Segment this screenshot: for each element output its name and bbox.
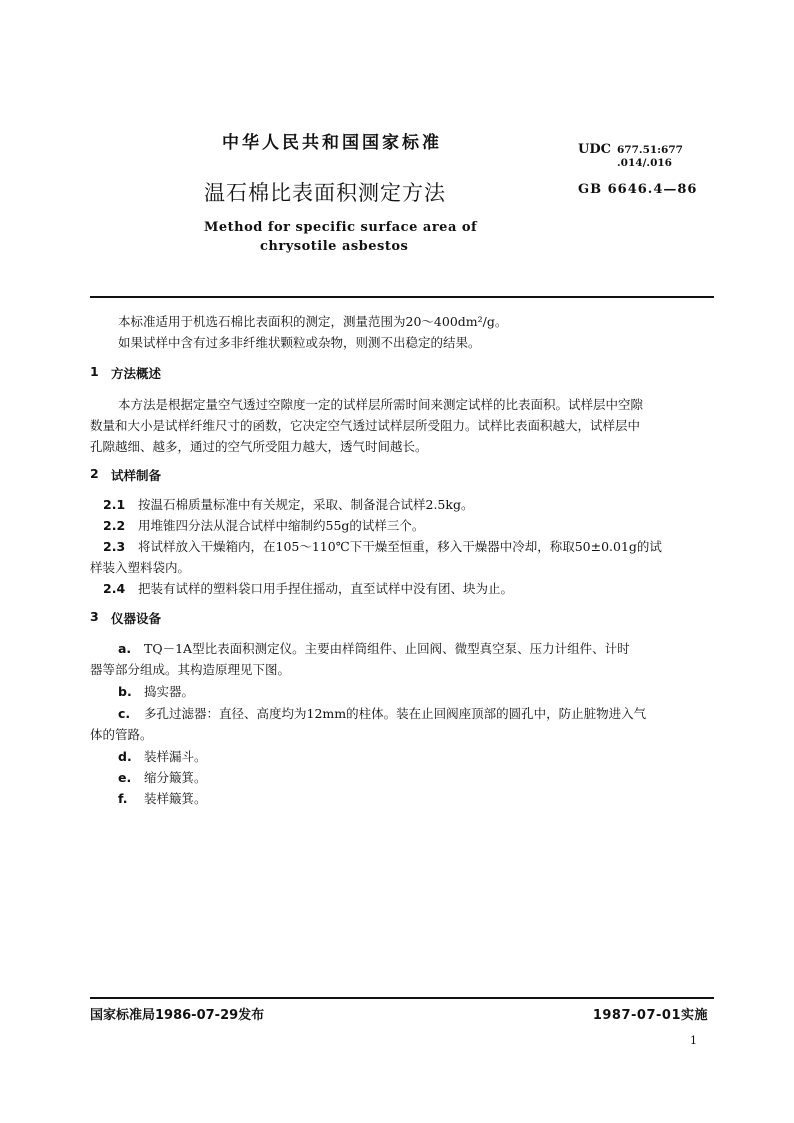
clause-2-2-number: 2.2 <box>103 518 126 533</box>
item-b-label: b. <box>118 684 132 699</box>
section-1-paragraph-line1: 本方法是根据定量空气透过空隙度一定的试样层所需时间来测定试样的比表面积。试样层中空隙 <box>118 397 644 412</box>
item-d-text: 装样漏斗。 <box>144 749 207 764</box>
clause-2-2-text: 用堆锥四分法从混合试样中缩制约55g的试样三个。 <box>138 518 425 533</box>
document-title-cn: 温石棉比表面积测定方法 <box>204 181 446 205</box>
clause-2-3-number: 2.3 <box>103 539 126 554</box>
document-title-en-line2: chrysotile asbestos <box>260 239 409 254</box>
header-divider <box>90 296 714 298</box>
issued-date: 国家标准局1986-07-29发布 <box>90 1008 265 1023</box>
udc-code-line2: .014/.016 <box>617 157 672 169</box>
item-c-text: 多孔过滤器：直径、高度均为12mm的柱体。装在止回阀座顶部的圆孔中，防止脏物进入气 <box>144 706 647 721</box>
section-1-paragraph-line3: 孔隙越细、越多，通过的空气所受阻力越大，透气时间越长。 <box>90 439 428 454</box>
item-c-label: c. <box>118 706 131 721</box>
item-e-label: e. <box>118 770 132 785</box>
udc-code-line1: 677.51:677 <box>617 144 683 156</box>
section-1-number: 1 <box>90 364 99 379</box>
clause-2-3-continuation: 样装入塑料袋内。 <box>90 560 191 575</box>
item-c-continuation: 体的管路。 <box>90 727 153 742</box>
page-number: 1 <box>690 1034 697 1047</box>
clause-2-4-text: 把装有试样的塑料袋口用手捏住摇动，直至试样中没有团、块为止。 <box>138 581 514 596</box>
section-1-title: 方法概述 <box>111 366 162 381</box>
country-standard-title: 中华人民共和国国家标准 <box>222 133 442 153</box>
item-a-label: a. <box>118 641 132 656</box>
udc-label: UDC <box>578 142 611 157</box>
clause-2-3-text: 将试样放入干燥箱内，在105～110℃下干燥至恒重，移入干燥器中冷却，称取50±0.01g的试 <box>138 539 662 554</box>
section-3-number: 3 <box>90 609 99 624</box>
clause-2-4-number: 2.4 <box>103 581 126 596</box>
item-b-text: 捣实器。 <box>144 684 195 699</box>
implementation-date: 1987-07-01实施 <box>592 1008 708 1023</box>
intro-line-2: 如果试样中含有过多非纤维状颗粒或杂物，则测不出稳定的结果。 <box>118 335 481 350</box>
document-title-en-line1: Method for specific surface area of <box>204 220 478 235</box>
section-1-paragraph-line2: 数量和大小是试样纤维尺寸的函数，它决定空气透过试样层所受阻力。试样比表面积越大，试样层中 <box>90 418 641 433</box>
clause-2-1-text: 按温石棉质量标准中有关规定，采取、制备混合试样2.5kg。 <box>138 497 474 512</box>
gb-standard-number: GB 6646.4—86 <box>578 182 698 197</box>
item-a-text: TQ－1A型比表面积测定仪。主要由样筒组件、止回阀、微型真空泵、压力计组件、计时 <box>144 641 630 656</box>
item-a-continuation: 器等部分组成。其构造原理见下图。 <box>90 662 291 677</box>
section-2-title: 试样制备 <box>111 468 162 483</box>
section-2-number: 2 <box>90 466 99 481</box>
item-f-label: f. <box>118 791 128 806</box>
item-f-text: 装样簸箕。 <box>144 791 207 806</box>
intro-line-1: 本标准适用于机选石棉比表面积的测定，测量范围为20～400dm²/g。 <box>118 314 508 329</box>
item-e-text: 缩分簸箕。 <box>144 770 207 785</box>
footer-divider <box>90 997 714 999</box>
clause-2-1-number: 2.1 <box>103 497 126 512</box>
section-3-title: 仪器设备 <box>111 611 162 626</box>
item-d-label: d. <box>118 749 132 764</box>
